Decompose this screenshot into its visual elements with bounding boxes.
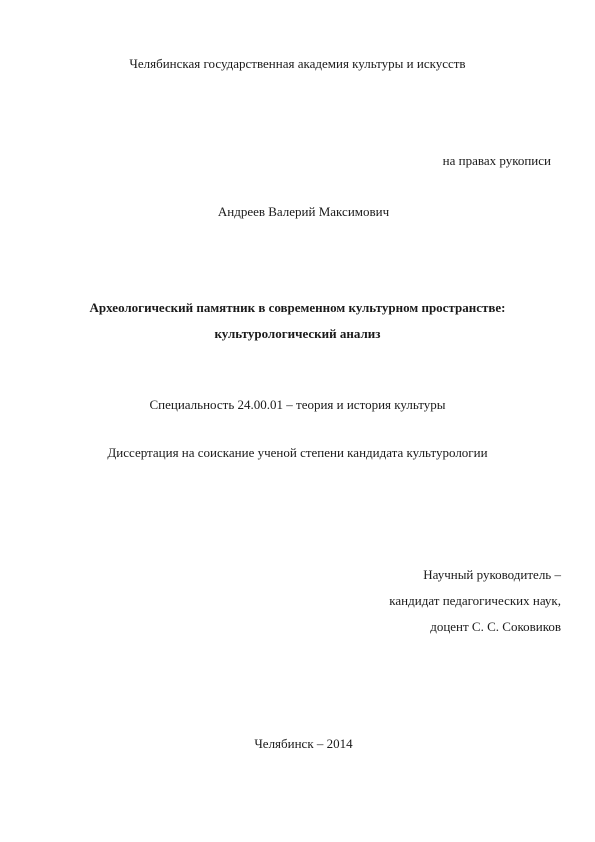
supervisor-line-2: кандидат педагогических наук, bbox=[389, 593, 561, 608]
place-year: Челябинск – 2014 bbox=[254, 736, 353, 751]
title-line-1: Археологический памятник в современном культурном пространстве: bbox=[89, 300, 506, 315]
institution-name: Челябинская государственная академия культуры и искусств bbox=[129, 56, 466, 71]
manuscript-note: на правах рукописи bbox=[442, 153, 551, 168]
degree-statement: Диссертация на соискание ученой степени кандидата культурологии bbox=[107, 445, 488, 460]
specialty: Специальность 24.00.01 – теория и история культуры bbox=[149, 397, 446, 412]
author-name: Андреев Валерий Максимович bbox=[217, 204, 390, 219]
supervisor-line-1: Научный руководитель – bbox=[423, 567, 561, 582]
title-line-2: культурологический анализ bbox=[214, 326, 381, 341]
supervisor-line-3: доцент С. С. Соковиков bbox=[430, 619, 561, 634]
supervisor-block bbox=[389, 567, 561, 635]
